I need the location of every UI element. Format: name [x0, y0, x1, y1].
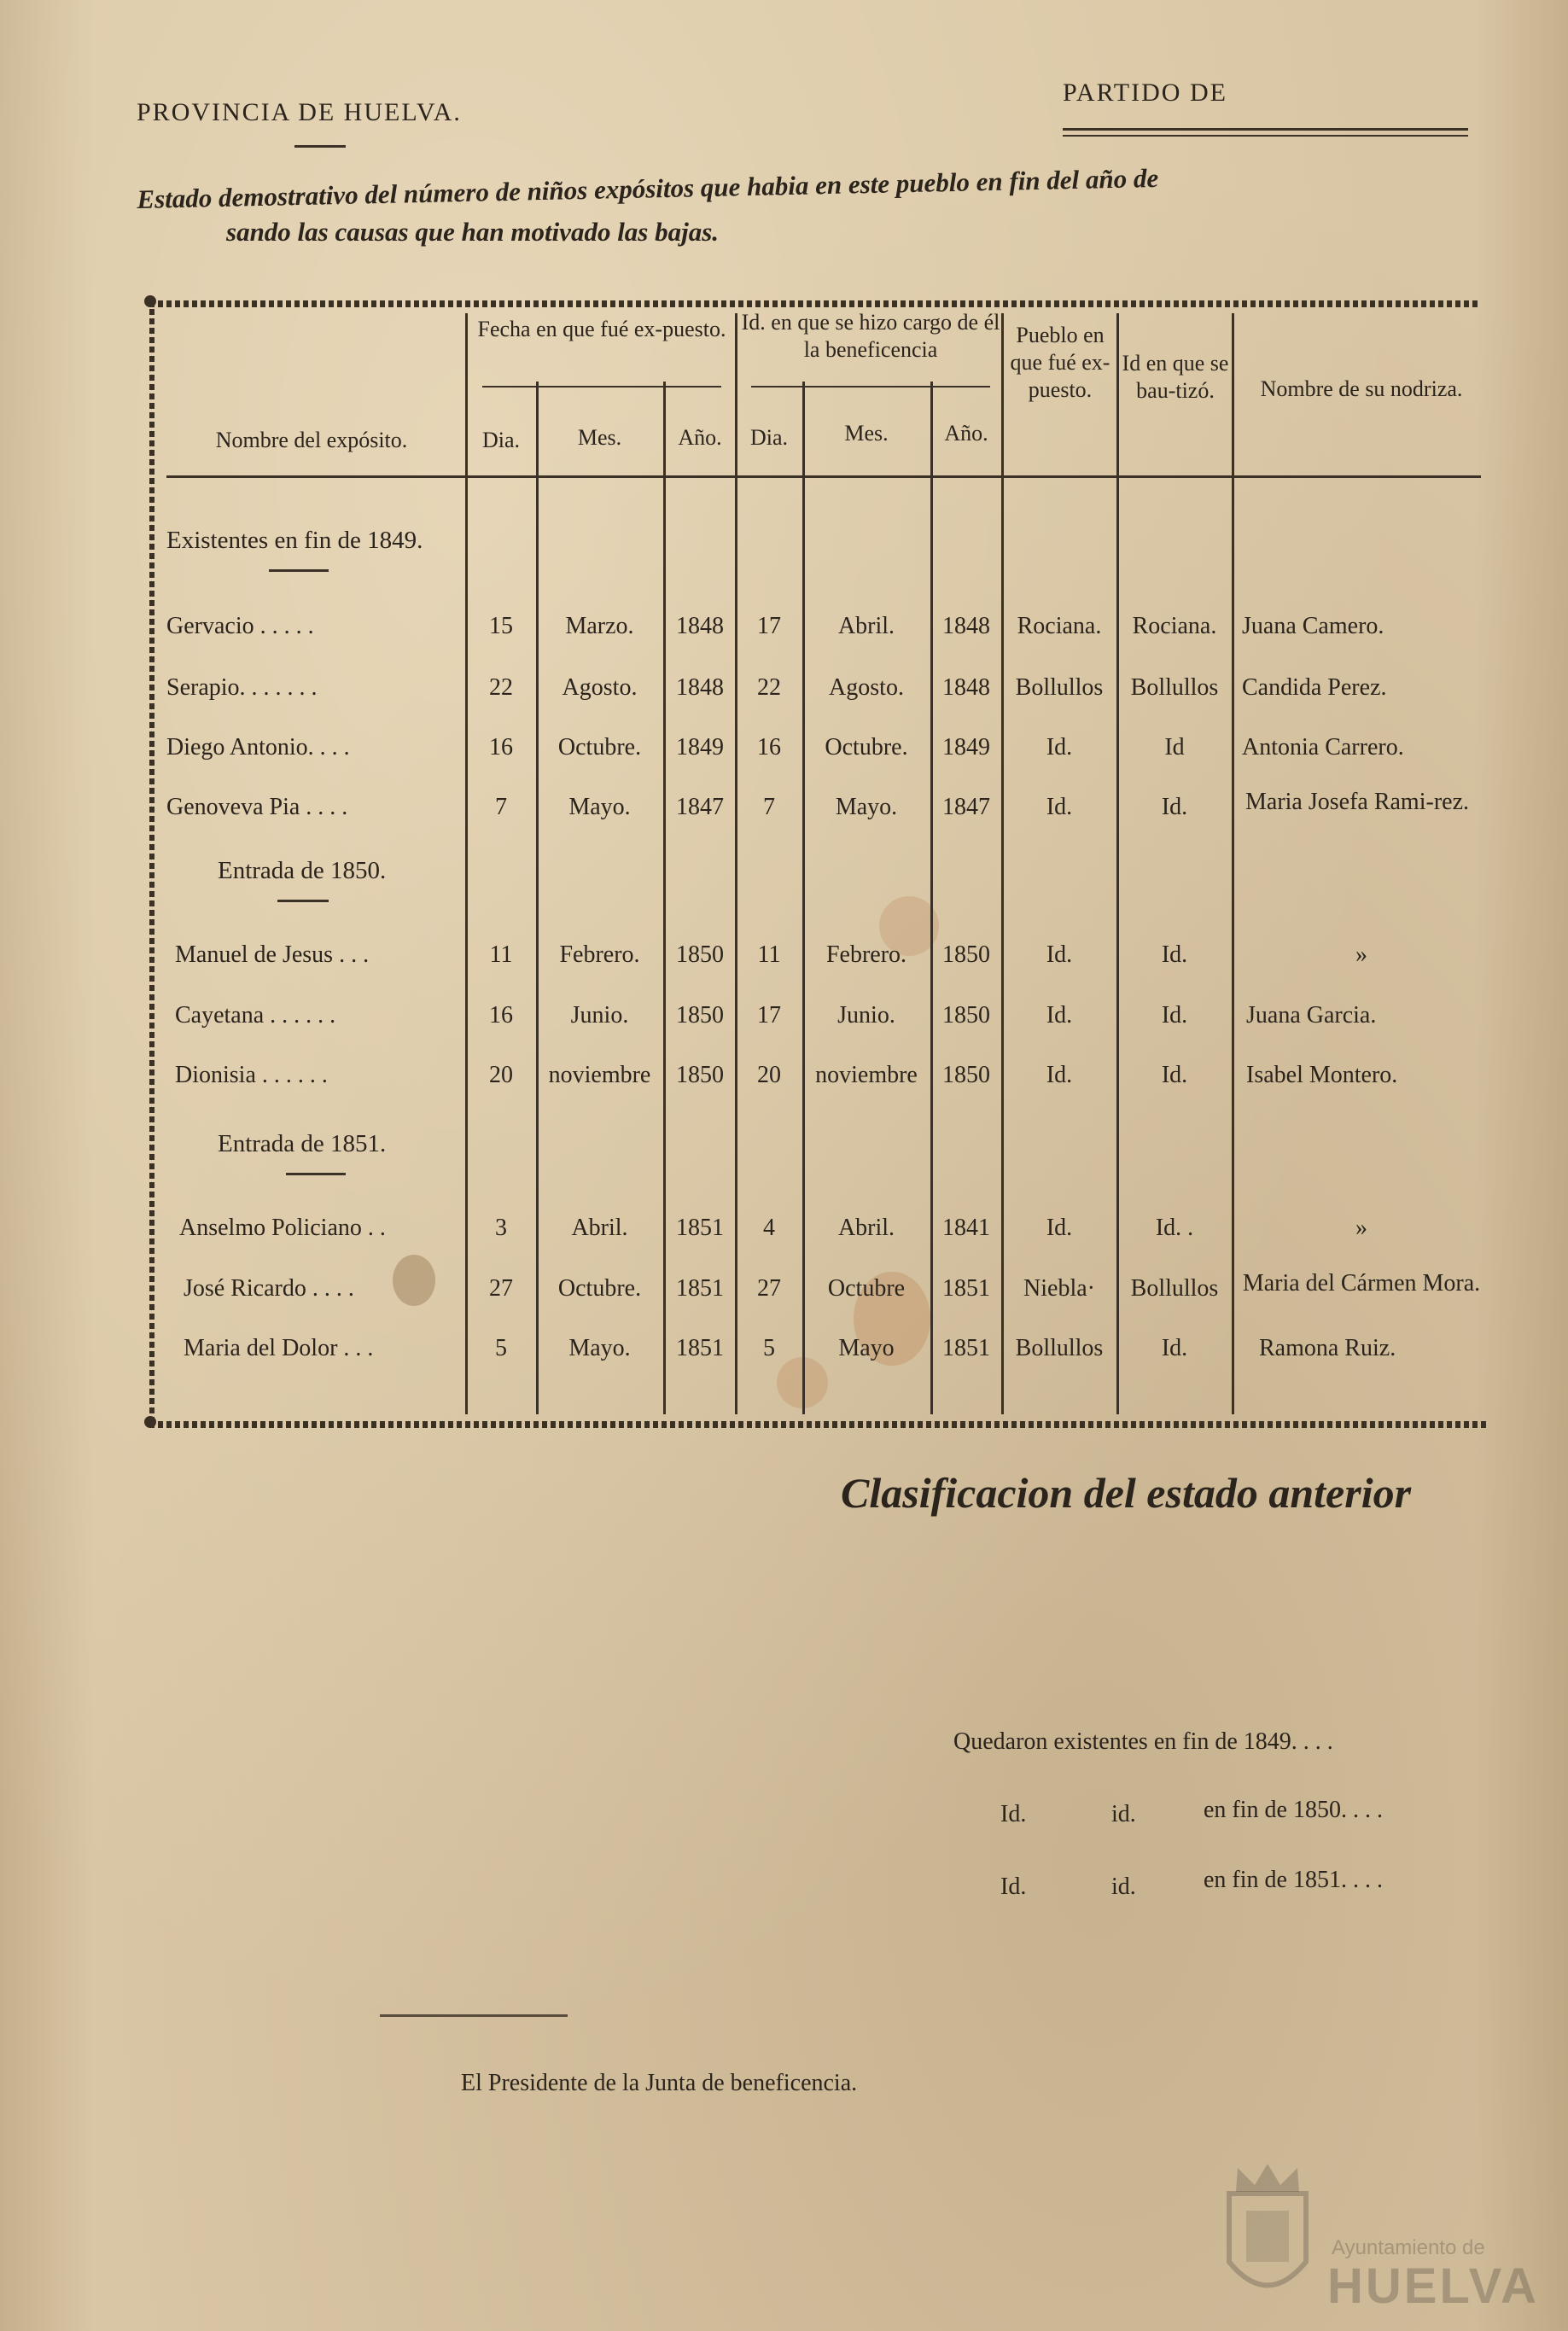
cell-year: 1849 — [942, 734, 990, 760]
table-row — [149, 1330, 1489, 1381]
cell-month: Abril. — [837, 1215, 895, 1241]
header-exposure-date: Fecha en que fué ex-puesto. — [477, 317, 726, 341]
cell-month: Febrero. — [559, 941, 640, 968]
cell-day: 7 — [495, 794, 507, 820]
cell-town: Id. — [1046, 941, 1073, 968]
cell-day: 20 — [489, 1062, 513, 1088]
cell-year: 1848 — [676, 674, 724, 701]
header-day-1: Dia. — [481, 428, 521, 452]
cell-year: 1851 — [676, 1335, 724, 1361]
cell-month: Mayo. — [568, 1335, 631, 1361]
cell-day: 17 — [757, 613, 781, 639]
cell-name: Maria del Dolor . . . — [184, 1335, 374, 1361]
cell-month: Mayo. — [568, 794, 631, 820]
cell-name: Diego Antonio. . . . — [166, 734, 350, 760]
table-row — [149, 1270, 1489, 1321]
cell-nurse: » — [1355, 1215, 1367, 1241]
cell-name: José Ricardo . . . . — [184, 1275, 354, 1302]
header-welfare-date: Id. en que se hizo cargo de él la beneficencia — [741, 310, 1000, 362]
cell-month: Abril. — [837, 613, 895, 639]
cell-month: Octubre. — [557, 1275, 642, 1302]
cell-baptized: Id. . — [1155, 1215, 1194, 1241]
cell-day: 16 — [757, 734, 781, 760]
signature-caption: El Presidente de la Junta de beneficencia. — [461, 2070, 858, 2096]
classification-title: Clasificacion del estado anterior — [841, 1469, 1412, 1517]
cell-name: Anselmo Policiano . . — [179, 1215, 386, 1241]
summary-line-1851-id: Id. — [1000, 1874, 1027, 1900]
cell-month: Marzo. — [565, 613, 634, 639]
cell-town: Id. — [1046, 1215, 1073, 1241]
section-title: Entrada de 1850. — [218, 857, 387, 884]
cell-day: 27 — [757, 1275, 781, 1302]
group-rule-exposure — [482, 386, 721, 388]
district-underline — [1063, 128, 1468, 131]
header-town-baptized: Id en que se bau-tizó. — [1122, 351, 1229, 403]
watermark-huelva: HUELVA — [1327, 2258, 1539, 2314]
table-row — [149, 1057, 1489, 1108]
table-row — [149, 608, 1489, 659]
cell-baptized: Id. — [1161, 1062, 1188, 1088]
watermark-text: Ayuntamiento de — [1332, 2236, 1485, 2259]
cell-year: 1848 — [942, 674, 990, 701]
header-month-1: Mes. — [577, 425, 622, 450]
cell-baptized: Bollullos — [1130, 674, 1219, 701]
cell-year: 1847 — [942, 794, 990, 820]
cell-nurse: Candida Perez. — [1242, 674, 1387, 701]
cell-nurse: Maria Josefa Rami-rez. — [1245, 789, 1469, 815]
cell-town: Id. — [1046, 1062, 1073, 1088]
section-title: Existentes en fin de 1849. — [166, 527, 423, 554]
table-row — [149, 1209, 1489, 1261]
cell-town: Rociana. — [1017, 613, 1102, 639]
cell-day: 3 — [495, 1215, 507, 1241]
cell-baptized: Bollullos — [1130, 1275, 1219, 1302]
summary-line-1849: Quedaron existentes en fin de 1849. . . . — [953, 1728, 1333, 1755]
document-title: Estado demostrativo del número de niños expósitos que habia en este pueblo en fin del año de — [137, 162, 1159, 214]
cell-baptized: Id. — [1161, 1002, 1188, 1029]
signature-line — [380, 2014, 568, 2017]
cell-month: Octubre. — [557, 734, 642, 760]
cell-year: 1847 — [676, 794, 724, 820]
summary-line-1851: en fin de 1851. . . . — [1204, 1867, 1383, 1893]
cell-year: 1850 — [942, 1002, 990, 1029]
huelva-crest-logo — [1221, 2159, 1314, 2313]
cell-month: Octubre — [827, 1275, 906, 1302]
cell-year: 1849 — [676, 734, 724, 760]
cell-year: 1841 — [942, 1215, 990, 1241]
summary-line-1850-id: Id. — [1000, 1801, 1027, 1827]
cell-day: 16 — [489, 734, 513, 760]
cell-day: 22 — [757, 674, 781, 701]
cell-year: 1851 — [942, 1335, 990, 1361]
cell-name: Serapio. . . . . . . — [166, 674, 318, 701]
cell-day: 4 — [763, 1215, 775, 1241]
cell-baptized: Id. — [1161, 941, 1188, 968]
cell-year: 1850 — [676, 1002, 724, 1029]
cell-day: 11 — [757, 941, 781, 968]
cell-year: 1851 — [676, 1215, 724, 1241]
cell-year: 1850 — [942, 941, 990, 968]
cell-month: Agosto. — [829, 674, 904, 701]
district-header: PARTIDO DE — [1063, 79, 1227, 107]
cell-town: Id. — [1046, 734, 1073, 760]
cell-month: Mayo — [838, 1335, 895, 1361]
cell-baptized: Id — [1164, 734, 1185, 760]
header-name: Nombre del expósito. — [215, 428, 408, 452]
header-rule — [166, 475, 1481, 478]
cell-name: Genoveva Pia . . . . — [166, 794, 348, 820]
cell-nurse: Isabel Montero. — [1246, 1062, 1398, 1088]
cell-month: Junio. — [837, 1002, 895, 1029]
cell-town: Niebla· — [1023, 1275, 1095, 1302]
cell-year: 1851 — [942, 1275, 990, 1302]
province-header: PROVINCIA DE HUELVA. — [137, 98, 462, 126]
cell-day: 22 — [489, 674, 513, 701]
table-row — [149, 669, 1489, 720]
cell-day: 11 — [489, 941, 513, 968]
cell-year: 1848 — [942, 613, 990, 639]
corner-dot — [144, 295, 156, 307]
cell-year: 1850 — [942, 1062, 990, 1088]
cell-month: Abril. — [571, 1215, 628, 1241]
cell-nurse: » — [1355, 941, 1367, 968]
cell-nurse: Antonia Carrero. — [1242, 734, 1404, 760]
cell-month: Junio. — [570, 1002, 629, 1029]
cell-town: Bollullos — [1015, 1335, 1104, 1361]
cell-month: Febrero. — [825, 941, 907, 968]
cell-baptized: Id. — [1161, 794, 1188, 820]
cell-name: Dionisia . . . . . . — [175, 1062, 328, 1088]
cell-month: noviembre — [548, 1062, 651, 1088]
summary-line-1850: en fin de 1850. . . . — [1204, 1797, 1383, 1823]
cell-month: noviembre — [815, 1062, 918, 1088]
table-row — [149, 936, 1489, 988]
cell-nurse: Maria del Cármen Mora. — [1242, 1270, 1481, 1297]
cell-baptized: Rociana. — [1132, 613, 1217, 639]
table-top-border — [149, 300, 1481, 307]
cell-year: 1851 — [676, 1275, 724, 1302]
cell-nurse: Ramona Ruiz. — [1259, 1335, 1396, 1361]
cell-month: Mayo. — [835, 794, 898, 820]
cell-name: Gervacio . . . . . — [166, 613, 314, 639]
table-row — [149, 789, 1489, 840]
cell-town: Id. — [1046, 794, 1073, 820]
summary-line-1851-id2: id. — [1111, 1874, 1136, 1900]
header-year-2: Año. — [944, 421, 988, 446]
group-rule-welfare — [751, 386, 990, 388]
cell-nurse: Juana Garcia. — [1246, 1002, 1377, 1029]
cell-town: Bollullos — [1015, 674, 1104, 701]
cell-day: 27 — [489, 1275, 513, 1302]
cell-nurse: Juana Camero. — [1242, 613, 1384, 639]
table-row — [149, 997, 1489, 1048]
cell-year: 1850 — [676, 1062, 724, 1088]
header-town-exposed: Pueblo en que fué ex-puesto. — [1010, 323, 1110, 402]
document-title-continued: sando las causas que han motivado las bajas. — [226, 217, 720, 247]
province-underline — [294, 145, 346, 148]
cell-baptized: Id. — [1161, 1335, 1188, 1361]
table-row — [149, 729, 1489, 780]
cell-town: Id. — [1046, 1002, 1073, 1029]
header-year-1: Año. — [678, 425, 722, 450]
district-underline — [1063, 135, 1468, 137]
cell-day: 5 — [763, 1335, 775, 1361]
cell-day: 20 — [757, 1062, 781, 1088]
table-bottom-border — [149, 1421, 1489, 1428]
cell-day: 7 — [763, 794, 775, 820]
cell-day: 15 — [489, 613, 513, 639]
section-ornament — [286, 1173, 346, 1175]
section-ornament — [269, 569, 329, 572]
summary-line-1850-id2: id. — [1111, 1801, 1136, 1827]
cell-month: Octubre. — [825, 734, 908, 760]
corner-dot — [144, 1416, 156, 1428]
header-day-2: Dia. — [749, 425, 789, 450]
cell-name: Manuel de Jesus . . . — [175, 941, 370, 968]
cell-year: 1848 — [676, 613, 724, 639]
header-nurse: Nombre de su nodriza. — [1260, 376, 1463, 401]
cell-day: 5 — [495, 1335, 507, 1361]
cell-day: 16 — [489, 1002, 513, 1029]
header-month-2: Mes. — [844, 421, 889, 446]
cell-name: Cayetana . . . . . . — [175, 1002, 336, 1029]
cell-year: 1850 — [676, 941, 724, 968]
section-ornament — [277, 900, 329, 902]
section-title: Entrada de 1851. — [218, 1130, 387, 1157]
cell-month: Agosto. — [562, 674, 638, 701]
cell-day: 17 — [757, 1002, 781, 1029]
foundlings-table — [149, 300, 1489, 1430]
